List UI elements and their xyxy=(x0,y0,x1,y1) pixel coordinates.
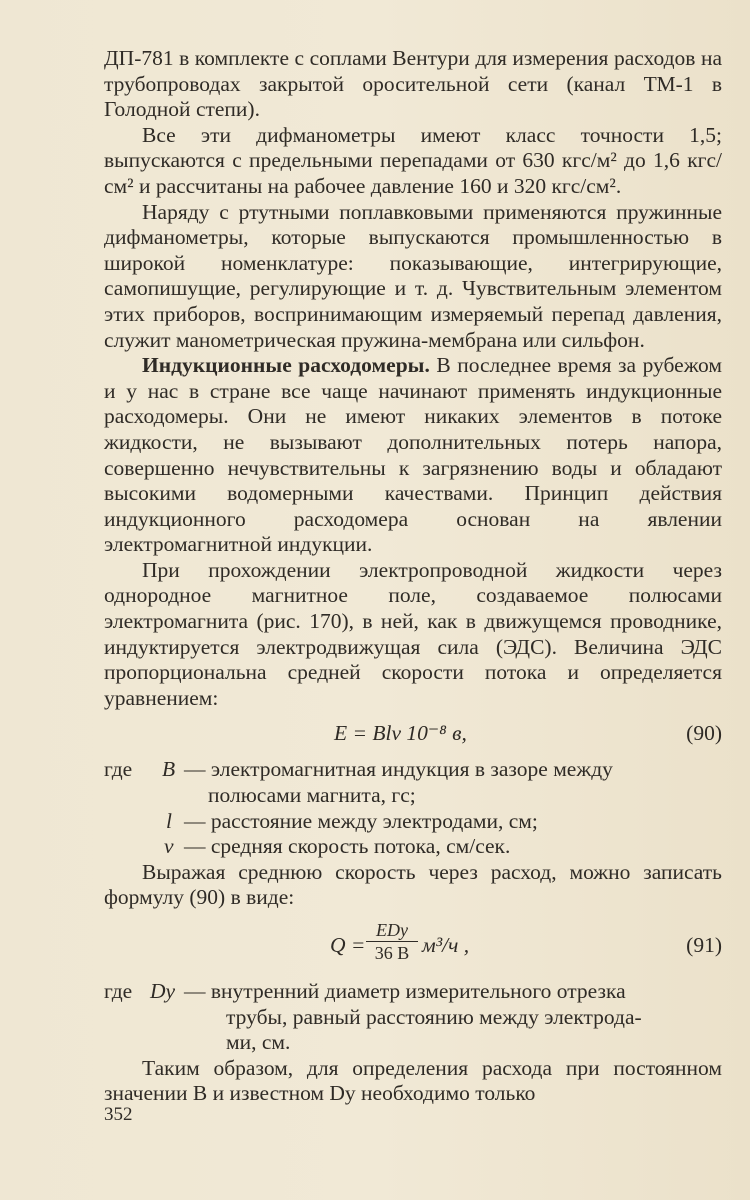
where-symbol: Dу xyxy=(150,979,176,1003)
paragraph-3: Наряду с ртутными поплавковыми применяются пружинные дифманометры, которые выпускаются промышленностью в широкой номенклатуре: показывающие, интегрирующие, самопишущие, регулирующие и т. д. Чувствительным элементом этих приборов, воспринимающим измеряемый перепад давления, служит манометрическая пружина-мембрана или сильфон. xyxy=(104,199,722,352)
where-row-cont xyxy=(104,783,722,809)
formula-91 xyxy=(104,919,722,975)
formula-90-number: (90) xyxy=(686,721,722,746)
where-desc: — средняя скорость потока, см/сек. xyxy=(184,834,511,859)
where-row-cont xyxy=(104,1030,722,1056)
formula-91-fraction xyxy=(366,919,418,964)
section-heading: Индукционные расходомеры. xyxy=(142,353,430,378)
paragraph-1: ДП-781 в комплекте с соплами Вентури для измерения расходов на трубопроводах закрытой оросительной сети (канал ТМ-1 в Голодной степи). xyxy=(104,46,722,122)
where-list-1 xyxy=(104,757,722,859)
formula-91-lhs: Q = xyxy=(330,933,366,957)
where-desc: — расстояние между электродами, см; xyxy=(184,808,538,833)
where-desc: — внутренний диаметр измерительного отрезка xyxy=(184,979,626,1003)
page-body xyxy=(104,46,722,1107)
where-desc: трубы, равный расстоянию между электрода- xyxy=(226,1004,642,1029)
where-row-b xyxy=(104,757,722,783)
formula-90 xyxy=(104,715,722,755)
formula-91-number: (91) xyxy=(686,933,722,957)
where-row-d xyxy=(104,979,722,1005)
page-number: 352 xyxy=(104,1104,133,1125)
fraction-numerator: EDу xyxy=(366,919,418,942)
paragraph-4-body: В последнее время за рубежом и у нас в стране все чаще начинают применять индукционные расходомеры. Они не имеют никаких элементов в потоке жидкости, не вызывают дополнительных потерь напора, совершенно нечувствительны к загрязнению воды и обладают высокими водомерными качествами. Принцип действия индукционного расходомера основан на явлении электромагнитной индукции. xyxy=(104,353,722,557)
where-label: где xyxy=(104,979,133,1003)
paragraph-6: Выражая среднюю скорость через расход, можно записать формулу (90) в виде: xyxy=(104,859,722,910)
paragraph-5: При прохождении электропроводной жидкости через однородное магнитное поле, создаваемое полюсами электромагнита (рис. 170), в ней, как в движущемся проводнике, индуктируется электродвижущая сила (ЭДС). Величина ЭДС пропорциональна средней скорости потока и определяется уравнением: xyxy=(104,557,722,710)
fraction-denominator: 36 B xyxy=(374,943,410,963)
where-desc: ми, см. xyxy=(226,1030,291,1055)
where-symbol: B xyxy=(162,757,176,782)
paragraph-2: Все эти дифманометры имеют класс точности 1,5; выпускаются с предельными перепадами от 630 кгс/м² до 1,6 кгс/см² и рассчитаны на рабочее давление 160 и 320 кгс/см². xyxy=(104,122,722,198)
formula-91-unit: м³/ч , xyxy=(422,933,470,957)
where-symbol: l xyxy=(166,808,172,833)
paragraph-4 xyxy=(104,353,722,558)
where-desc: полюсами магнита, гс; xyxy=(208,783,416,808)
where-label: где xyxy=(104,757,133,782)
paragraph-7: Таким образом, для определения расхода при постоянном значении B и известном Dу необходимо только xyxy=(104,1055,722,1106)
where-row-cont xyxy=(104,1005,722,1031)
where-desc: — электромагнитная индукция в зазоре между xyxy=(184,757,613,782)
where-list-2 xyxy=(104,979,722,1056)
where-row-l xyxy=(104,809,722,835)
formula-90-expression: E = Blv 10⁻⁸ в, xyxy=(334,721,467,746)
where-row-v xyxy=(104,834,722,860)
where-symbol: v xyxy=(164,834,174,859)
